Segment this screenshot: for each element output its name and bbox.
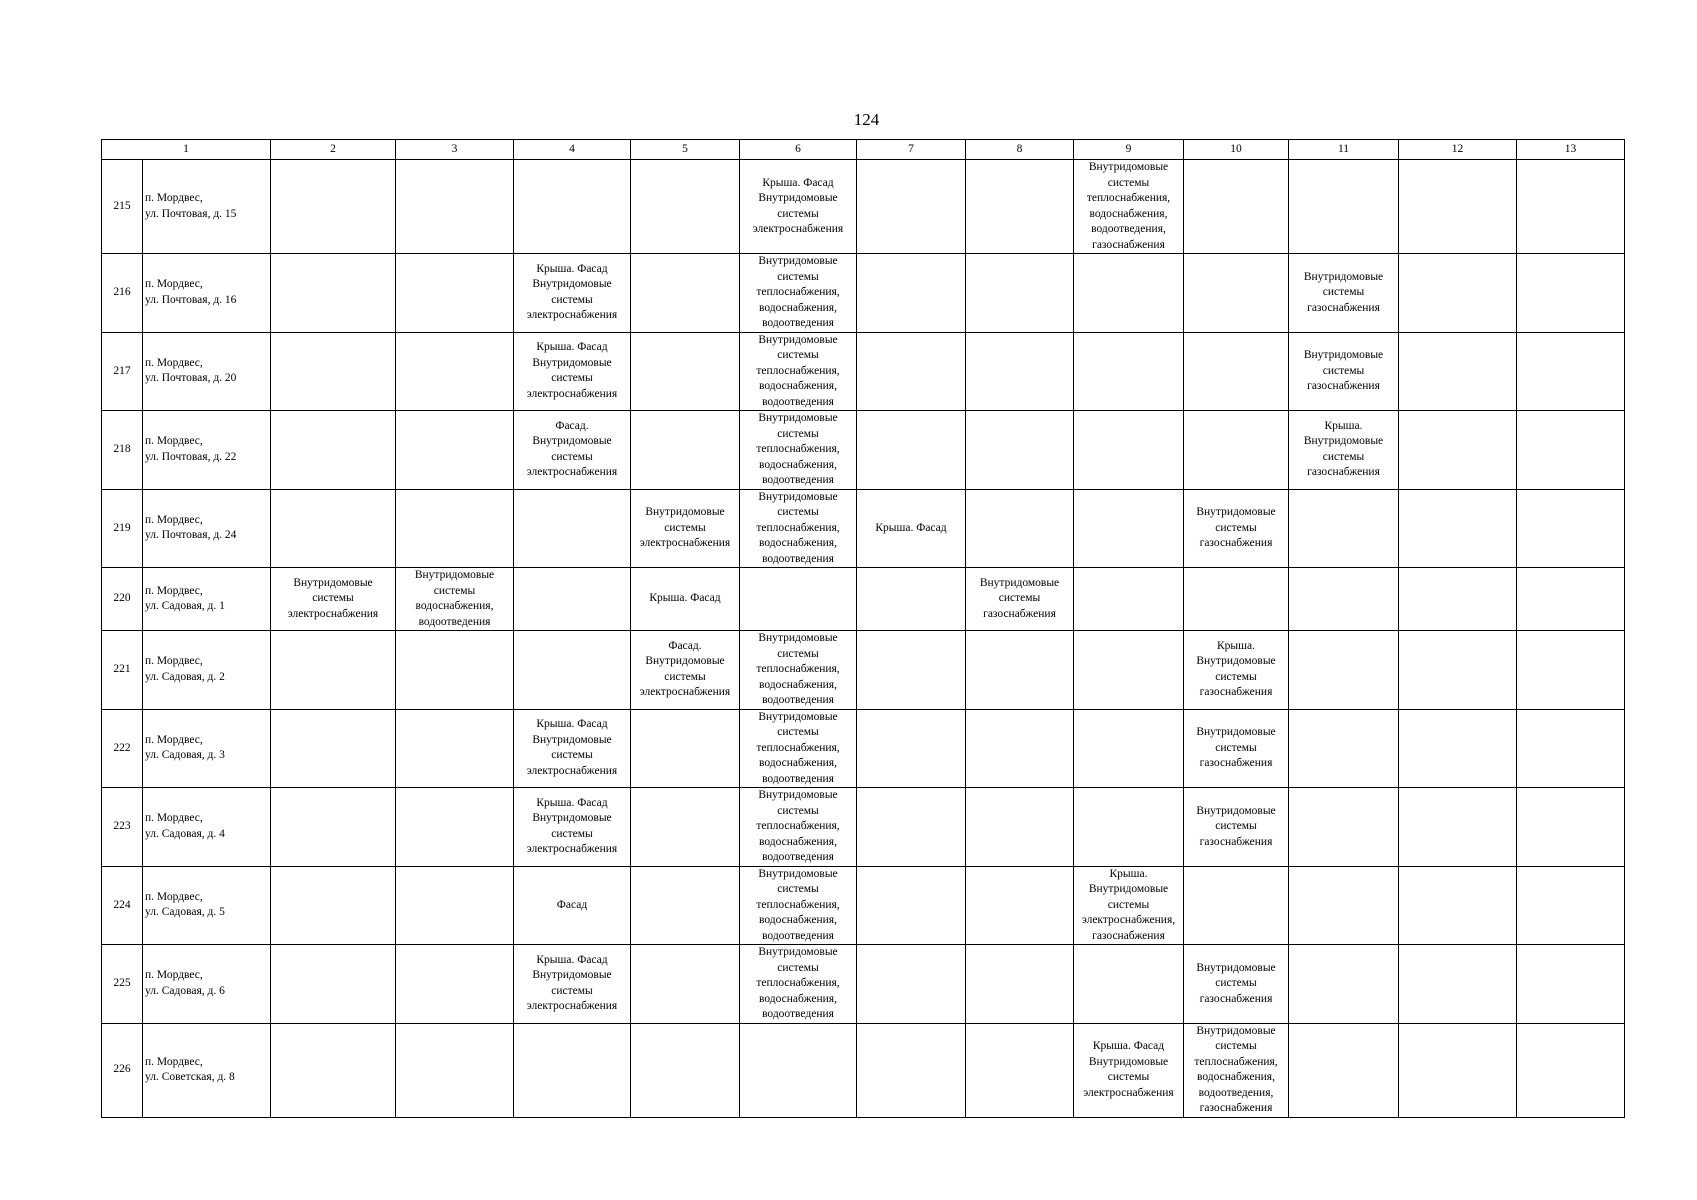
work-cell-col-13 [1517, 160, 1625, 254]
work-cell-col-11 [1289, 489, 1399, 568]
work-text: Крыша. Фасад Внутридомовые системы электроснабжения [752, 176, 844, 235]
work-cell-col-5 [631, 788, 740, 867]
address-cell [143, 489, 271, 568]
table-row [102, 332, 1625, 411]
work-cell-col-5 [631, 568, 740, 631]
work-cell-col-6 [740, 254, 857, 333]
work-text: Крыша. Внутридомовые системы электроснабжения, газоснабжения [1081, 867, 1176, 942]
work-cell-col-5 [631, 489, 740, 568]
work-cell-col-8 [966, 709, 1074, 788]
work-cell-col-9 [1074, 254, 1184, 333]
work-cell-col-11 [1289, 254, 1399, 333]
work-cell-col-4 [514, 160, 631, 254]
column-header-12: 12 [1399, 140, 1517, 160]
work-cell-col-8 [966, 945, 1074, 1024]
work-cell-col-13 [1517, 866, 1625, 945]
work-text: Фасад [556, 898, 588, 911]
work-cell-col-10 [1184, 160, 1289, 254]
work-cell-col-6 [740, 788, 857, 867]
column-header-13: 13 [1517, 140, 1625, 160]
work-cell-col-11 [1289, 160, 1399, 254]
work-cell-col-2 [271, 709, 396, 788]
table-row [102, 411, 1625, 490]
work-cell-col-3 [396, 411, 514, 490]
row-number: 216 [102, 254, 143, 333]
work-cell-col-10 [1184, 1023, 1289, 1117]
work-cell-col-2 [271, 945, 396, 1024]
work-cell-col-13 [1517, 332, 1625, 411]
work-cell-col-3 [396, 160, 514, 254]
work-cell-col-11 [1289, 709, 1399, 788]
work-cell-col-9 [1074, 160, 1184, 254]
work-cell-col-5 [631, 866, 740, 945]
work-cell-col-7 [857, 568, 966, 631]
work-cell-col-9 [1074, 945, 1184, 1024]
work-cell-col-4 [514, 1023, 631, 1117]
works-schedule-table [101, 139, 1625, 1118]
address-cell [143, 1023, 271, 1117]
work-cell-col-3 [396, 568, 514, 631]
work-cell-col-11 [1289, 866, 1399, 945]
work-cell-col-8 [966, 1023, 1074, 1117]
table-row [102, 866, 1625, 945]
work-cell-col-6 [740, 489, 857, 568]
work-cell-col-12 [1399, 254, 1517, 333]
work-text: Крыша. Фасад Внутридомовые системы электроснабжения [526, 953, 618, 1013]
work-cell-col-12 [1399, 489, 1517, 568]
work-text: Внутридомовые системы газоснабжения [1196, 506, 1276, 549]
work-cell-col-10 [1184, 631, 1289, 710]
work-cell-col-9 [1074, 568, 1184, 631]
work-cell-col-10 [1184, 489, 1289, 568]
address-text: п. Мордвес, ул. Садовая, д. 5 [145, 890, 225, 919]
work-text: Внутридомовые системы теплоснабжения, водоснабжения, водоотведения [756, 632, 840, 706]
work-cell-col-6 [740, 945, 857, 1024]
column-header-8: 8 [966, 140, 1074, 160]
work-text: Внутридомовые системы электроснабжения [639, 506, 731, 549]
work-cell-col-7 [857, 160, 966, 254]
row-number: 225 [102, 945, 143, 1024]
work-cell-col-9 [1074, 866, 1184, 945]
table-row [102, 254, 1625, 333]
work-text: Внутридомовые системы теплоснабжения, водоснабжения, водоотведения, газоснабжения [1194, 1024, 1278, 1114]
work-text: Внутридомовые системы электроснабжения [287, 576, 379, 620]
work-cell-col-10 [1184, 788, 1289, 867]
work-text: Внутридомовые системы теплоснабжения, водоснабжения, водоотведения [756, 946, 840, 1020]
column-header-1: 1 [102, 140, 271, 160]
work-cell-col-4 [514, 788, 631, 867]
work-cell-col-4 [514, 332, 631, 411]
work-cell-col-13 [1517, 631, 1625, 710]
work-cell-col-5 [631, 160, 740, 254]
work-cell-col-13 [1517, 788, 1625, 867]
work-cell-col-7 [857, 489, 966, 568]
work-cell-col-8 [966, 254, 1074, 333]
work-cell-col-10 [1184, 709, 1289, 788]
column-header-3: 3 [396, 140, 514, 160]
work-cell-col-2 [271, 788, 396, 867]
address-text: п. Мордвес, ул. Советская, д. 8 [145, 1055, 235, 1083]
work-cell-col-11 [1289, 788, 1399, 867]
work-cell-col-5 [631, 332, 740, 411]
table-row [102, 709, 1625, 788]
table-row [102, 631, 1625, 710]
work-cell-col-8 [966, 411, 1074, 490]
work-cell-col-9 [1074, 709, 1184, 788]
work-cell-col-9 [1074, 631, 1184, 710]
work-cell-col-5 [631, 631, 740, 710]
page-number: 124 [853, 110, 880, 129]
work-cell-col-4 [514, 411, 631, 490]
work-text: Внутридомовые системы газоснабжения [1303, 270, 1384, 314]
work-text: Внутридомовые системы газоснабжения [979, 576, 1060, 620]
address-text: п. Мордвес, ул. Почтовая, д. 16 [145, 278, 237, 306]
work-cell-col-4 [514, 489, 631, 568]
table-row [102, 160, 1625, 254]
work-text: Крыша. Фасад Внутридомовые системы электроснабжения [526, 262, 618, 322]
work-cell-col-7 [857, 1023, 966, 1117]
work-text: Внутридомовые системы газоснабжения [1196, 804, 1276, 848]
work-cell-col-4 [514, 254, 631, 333]
work-cell-col-8 [966, 332, 1074, 411]
work-cell-col-11 [1289, 332, 1399, 411]
work-cell-col-10 [1184, 866, 1289, 945]
address-cell [143, 332, 271, 411]
work-cell-col-6 [740, 411, 857, 490]
column-header-11: 11 [1289, 140, 1399, 160]
table-row [102, 568, 1625, 631]
work-text: Внутридомовые системы теплоснабжения, водоснабжения, водоотведения [756, 255, 840, 329]
work-cell-col-11 [1289, 1023, 1399, 1117]
address-text: п. Мордвес, ул. Садовая, д. 3 [145, 733, 225, 762]
row-number: 221 [102, 631, 143, 710]
work-text: Крыша. Фасад [875, 521, 947, 534]
work-cell-col-5 [631, 1023, 740, 1117]
work-cell-col-3 [396, 788, 514, 867]
work-cell-col-10 [1184, 332, 1289, 411]
address-text: п. Мордвес, ул. Садовая, д. 2 [145, 655, 225, 683]
work-cell-col-4 [514, 631, 631, 710]
work-cell-col-7 [857, 411, 966, 490]
column-header-9: 9 [1074, 140, 1184, 160]
work-text: Фасад. Внутридомовые системы электроснабжения [639, 639, 731, 699]
address-text: п. Мордвес, ул. Почтовая, д. 22 [145, 435, 237, 463]
work-cell-col-8 [966, 489, 1074, 568]
work-cell-col-10 [1184, 254, 1289, 333]
address-text: п. Мордвес, ул. Садовая, д. 1 [145, 584, 225, 612]
address-cell [143, 254, 271, 333]
address-cell [143, 568, 271, 631]
work-cell-col-11 [1289, 568, 1399, 631]
work-text: Внутридомовые системы теплоснабжения, водоснабжения, водоотведения [756, 412, 840, 486]
work-cell-col-3 [396, 489, 514, 568]
address-text: п. Мордвес, ул. Садовая, д. 4 [145, 812, 225, 840]
work-cell-col-12 [1399, 788, 1517, 867]
work-cell-col-2 [271, 332, 396, 411]
work-cell-col-5 [631, 254, 740, 333]
work-text: Крыша. Фасад [649, 592, 721, 605]
work-cell-col-7 [857, 254, 966, 333]
work-cell-col-3 [396, 1023, 514, 1117]
work-cell-col-8 [966, 866, 1074, 945]
work-cell-col-11 [1289, 945, 1399, 1024]
work-cell-col-4 [514, 945, 631, 1024]
work-cell-col-2 [271, 568, 396, 631]
work-cell-col-2 [271, 254, 396, 333]
work-cell-col-12 [1399, 1023, 1517, 1117]
work-cell-col-12 [1399, 631, 1517, 710]
work-cell-col-8 [966, 631, 1074, 710]
work-cell-col-7 [857, 945, 966, 1024]
address-text: п. Мордвес, ул. Садовая, д. 6 [145, 969, 225, 997]
work-text: Внутридомовые системы теплоснабжения, водоснабжения, водоотведения [756, 333, 840, 408]
work-cell-col-6 [740, 1023, 857, 1117]
work-cell-col-12 [1399, 945, 1517, 1024]
address-cell [143, 631, 271, 710]
work-cell-col-13 [1517, 411, 1625, 490]
column-header-row [102, 140, 1625, 160]
work-cell-col-6 [740, 332, 857, 411]
address-cell [143, 411, 271, 490]
work-text: Фасад. Внутридомовые системы электроснабжения [526, 419, 618, 479]
row-number: 218 [102, 411, 143, 490]
work-cell-col-10 [1184, 945, 1289, 1024]
address-cell [143, 788, 271, 867]
work-cell-col-7 [857, 332, 966, 411]
table-row [102, 945, 1625, 1024]
work-cell-col-4 [514, 866, 631, 945]
work-cell-col-2 [271, 411, 396, 490]
work-text: Внутридомовые системы теплоснабжения, водоснабжения, водоотведения [756, 789, 840, 863]
work-text: Внутридомовые системы газоснабжения [1303, 349, 1384, 392]
address-cell [143, 945, 271, 1024]
work-text: Крыша. Внутридомовые системы газоснабжения [1303, 419, 1384, 479]
work-cell-col-6 [740, 568, 857, 631]
address-cell [143, 160, 271, 254]
work-text: Крыша. Фасад Внутридомовые системы электроснабжения [1083, 1040, 1174, 1099]
work-text: Внутридомовые системы теплоснабжения, водоснабжения, водоотведения, газоснабжения [1086, 161, 1171, 251]
row-number: 222 [102, 709, 143, 788]
work-cell-col-12 [1399, 709, 1517, 788]
work-cell-col-2 [271, 631, 396, 710]
work-text: Внутридомовые системы теплоснабжения, водоснабжения, водоотведения [756, 867, 840, 942]
row-number: 223 [102, 788, 143, 867]
work-text: Крыша. Фасад Внутридомовые системы электроснабжения [526, 796, 618, 856]
work-cell-col-6 [740, 709, 857, 788]
work-cell-col-13 [1517, 945, 1625, 1024]
row-number: 224 [102, 866, 143, 945]
work-cell-col-13 [1517, 568, 1625, 631]
work-cell-col-12 [1399, 568, 1517, 631]
address-cell [143, 866, 271, 945]
work-cell-col-12 [1399, 160, 1517, 254]
work-cell-col-2 [271, 489, 396, 568]
work-cell-col-9 [1074, 1023, 1184, 1117]
work-cell-col-11 [1289, 631, 1399, 710]
work-cell-col-8 [966, 160, 1074, 254]
work-cell-col-4 [514, 709, 631, 788]
address-text: п. Мордвес, ул. Почтовая, д. 15 [145, 192, 237, 220]
work-cell-col-5 [631, 945, 740, 1024]
work-cell-col-13 [1517, 254, 1625, 333]
address-text: п. Мордвес, ул. Почтовая, д. 20 [145, 356, 237, 385]
column-header-4: 4 [514, 140, 631, 160]
row-number: 215 [102, 160, 143, 254]
work-text: Крыша. Фасад Внутридомовые системы электроснабжения [526, 341, 618, 400]
work-text: Крыша. Внутридомовые системы газоснабжения [1196, 639, 1276, 699]
work-cell-col-10 [1184, 411, 1289, 490]
work-cell-col-12 [1399, 332, 1517, 411]
work-cell-col-4 [514, 568, 631, 631]
work-text: Внутридомовые системы теплоснабжения, водоснабжения, водоотведения [756, 490, 840, 565]
work-text: Внутридомовые системы газоснабжения [1196, 726, 1276, 769]
work-cell-col-3 [396, 631, 514, 710]
work-cell-col-7 [857, 788, 966, 867]
work-text: Крыша. Фасад Внутридомовые системы электроснабжения [526, 718, 618, 777]
work-cell-col-6 [740, 160, 857, 254]
work-cell-col-9 [1074, 489, 1184, 568]
table-row [102, 788, 1625, 867]
row-number: 220 [102, 568, 143, 631]
work-cell-col-9 [1074, 332, 1184, 411]
address-text: п. Мордвес, ул. Почтовая, д. 24 [145, 513, 237, 542]
column-header-7: 7 [857, 140, 966, 160]
work-cell-col-11 [1289, 411, 1399, 490]
work-cell-col-9 [1074, 411, 1184, 490]
row-number: 217 [102, 332, 143, 411]
column-header-6: 6 [740, 140, 857, 160]
work-cell-col-3 [396, 332, 514, 411]
column-header-10: 10 [1184, 140, 1289, 160]
table-row [102, 1023, 1625, 1117]
work-cell-col-9 [1074, 788, 1184, 867]
work-cell-col-6 [740, 866, 857, 945]
address-cell [143, 709, 271, 788]
work-cell-col-13 [1517, 709, 1625, 788]
work-cell-col-2 [271, 866, 396, 945]
column-header-2: 2 [271, 140, 396, 160]
column-header-5: 5 [631, 140, 740, 160]
work-cell-col-2 [271, 1023, 396, 1117]
table-row [102, 489, 1625, 568]
work-cell-col-10 [1184, 568, 1289, 631]
row-number: 219 [102, 489, 143, 568]
work-cell-col-12 [1399, 866, 1517, 945]
work-cell-col-8 [966, 788, 1074, 867]
table-body [102, 140, 1625, 1118]
work-cell-col-3 [396, 866, 514, 945]
work-cell-col-6 [740, 631, 857, 710]
work-cell-col-3 [396, 945, 514, 1024]
row-number: 226 [102, 1023, 143, 1117]
work-text: Внутридомовые системы теплоснабжения, водоснабжения, водоотведения [756, 710, 840, 785]
work-cell-col-13 [1517, 489, 1625, 568]
work-cell-col-5 [631, 709, 740, 788]
work-cell-col-2 [271, 160, 396, 254]
work-text: Внутридомовые системы газоснабжения [1196, 961, 1276, 1005]
work-cell-col-7 [857, 866, 966, 945]
work-cell-col-12 [1399, 411, 1517, 490]
work-text: Внутридомовые системы водоснабжения, водоотведения [414, 569, 495, 628]
work-cell-col-7 [857, 709, 966, 788]
work-cell-col-13 [1517, 1023, 1625, 1117]
work-cell-col-8 [966, 568, 1074, 631]
work-cell-col-3 [396, 709, 514, 788]
work-cell-col-7 [857, 631, 966, 710]
work-cell-col-3 [396, 254, 514, 333]
work-cell-col-5 [631, 411, 740, 490]
